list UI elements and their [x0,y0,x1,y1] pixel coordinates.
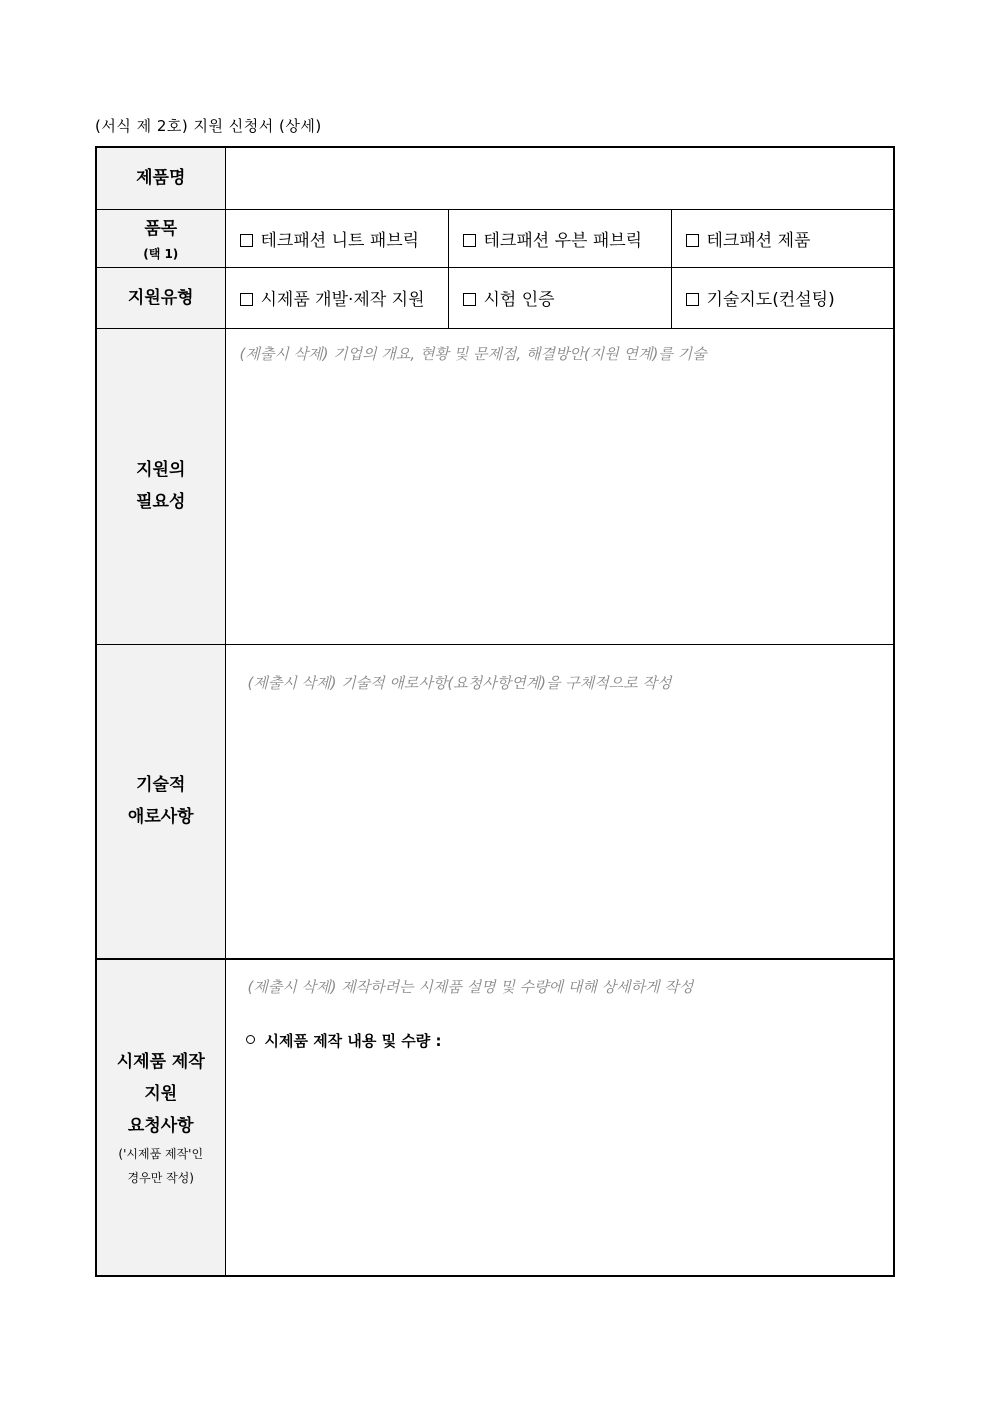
product-name-field[interactable] [225,147,894,209]
prototype-label-line1: 시제품 제작 [116,1051,205,1072]
checkbox-icon[interactable] [463,234,476,247]
prototype-bullet-text: 시제품 제작 내용 및 수량 : [264,1032,442,1050]
prototype-note-line1: ('시제품 제작'인 [118,1146,204,1161]
difficulties-label [96,644,225,959]
support-type-option-label: 시제품 개발·제작 지원 [260,290,425,310]
category-option-label: 테크패션 니트 패브릭 [260,230,420,251]
row-prototype [96,959,894,1276]
row-product-name [96,147,894,209]
difficulties-hint: (제출시 삭제) 기술적 애로사항(요청사항연계)을 구체적으로 작성 [247,673,672,692]
support-type-option-prototype[interactable] [225,267,448,328]
necessity-label-line2: 필요성 [136,492,186,512]
form-title: (서식 제 2호) 지원 신청서 (상세) [95,117,322,135]
checkbox-icon[interactable] [463,293,476,306]
checkbox-icon[interactable] [240,234,253,247]
category-label [96,209,225,267]
difficulties-field[interactable] [225,644,894,959]
checkbox-icon[interactable] [686,234,699,247]
category-option-label: 테크패션 제품 [706,230,811,251]
row-necessity [96,328,894,644]
product-name-label: 제품명 [96,147,225,209]
necessity-label [96,328,225,644]
necessity-hint: (제출시 삭제) 기업의 개요, 현황 및 문제점, 해결방안(지원 연계)를 기술 [239,344,707,363]
category-option-label: 테크패션 우븐 패브릭 [483,230,643,251]
checkbox-icon[interactable] [686,293,699,306]
category-label-text: 품목 [144,219,178,239]
support-type-option-label: 기술지도(컨설팅) [706,290,835,310]
prototype-note-line2: 경우만 작성) [127,1170,194,1185]
prototype-label-line2: 지원 [144,1083,178,1104]
category-sublabel: (택 1) [143,247,179,261]
support-type-option-label: 시험 인증 [483,290,555,310]
prototype-label-line3: 요청사항 [127,1115,194,1136]
checkbox-icon[interactable] [240,293,253,306]
necessity-field[interactable] [225,328,894,644]
application-form [95,146,895,1277]
row-support-type [96,267,894,328]
row-difficulties [96,644,894,959]
category-option-woven[interactable] [448,209,671,267]
prototype-hint: (제출시 삭제) 제작하려는 시제품 설명 및 수량에 대해 상세하게 작성 [247,978,694,996]
difficulties-label-line1: 기술적 [136,775,186,796]
prototype-bullet [246,1030,442,1051]
support-type-option-consulting[interactable] [671,267,894,328]
prototype-field[interactable] [225,959,894,1276]
support-type-option-test[interactable] [448,267,671,328]
category-option-product[interactable] [671,209,894,267]
prototype-label [96,959,225,1276]
row-category [96,209,894,267]
support-type-label: 지원유형 [96,267,225,328]
circle-bullet-icon [246,1035,255,1044]
necessity-label-line1: 지원의 [136,460,186,480]
category-option-knit[interactable] [225,209,448,267]
difficulties-label-line2: 애로사항 [127,807,194,828]
